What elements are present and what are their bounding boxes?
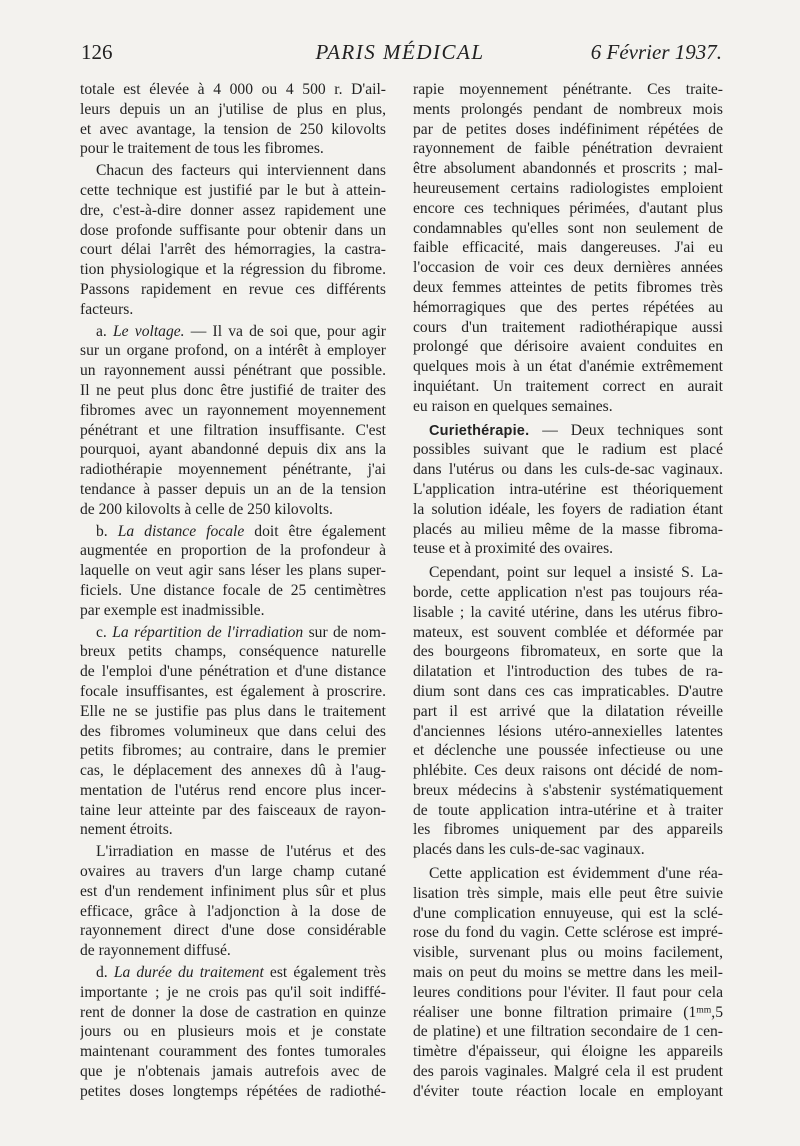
- text-line: focale insuffisantes, est également à proscrire.: [80, 682, 386, 700]
- paragraph: [413, 421, 723, 560]
- text-line: borde, cette application n'est pas toujours réa-: [413, 583, 723, 601]
- text-line: des parois vaginales. Malgré cela il est prudent: [413, 1063, 723, 1081]
- text-line: deux femmes atteintes de petits fibromes très: [413, 278, 723, 296]
- text-line: eu raison en quelques semaines.: [413, 397, 613, 415]
- text-line: mais on peut du moins se mettre dans les meil-: [413, 964, 723, 982]
- text-line: breux petits champs, conséquence naturelle: [80, 643, 386, 661]
- text-segment: a.: [96, 322, 113, 340]
- text-line: efficace, grâce à l'adjonction à la dose de: [80, 902, 386, 920]
- text-line: court délai l'arrêt des hémorragies, la castra-: [80, 241, 386, 259]
- text-line: cette technique est justifié par le but à attein-: [80, 181, 386, 199]
- text-line: de rayonnement diffusé.: [80, 942, 231, 960]
- text-segment: sur de nom-: [303, 623, 386, 641]
- text-line: [413, 421, 723, 441]
- text-line: leurs depuis un an j'utilise de plus en plus,: [80, 100, 386, 118]
- text-line: radiothérapie moyennement pénétrante, j'ai: [80, 461, 386, 479]
- text-line: cas, le déplacement des annexes dû à l'aug-: [80, 762, 386, 780]
- text-line: ments prolongés pendant de nombreux mois: [413, 100, 723, 118]
- text-line: timètre d'épaisseur, qui éloigne les appareils: [413, 1043, 723, 1061]
- text-line: de toute application intra-utérine et à traiter: [413, 801, 723, 819]
- text-line: laquelle on veut agir sans léser les plans super-: [80, 562, 386, 580]
- text-line: prolongé que dérisoire avaient conduites en: [413, 338, 723, 356]
- text-line: maintenant couramment des fontes tumorales: [80, 1043, 386, 1061]
- text-line: placés au milieu même de la masse fibroma-: [413, 520, 723, 538]
- text-line: pourquoi, ayant abandonné depuis dix ans la: [80, 441, 386, 459]
- text-line: sur un organe profond, on a intérêt à employer: [80, 342, 386, 360]
- paragraph: [80, 322, 386, 520]
- text-line: l'occasion de voir ces deux dernières années: [413, 259, 723, 277]
- text-line: et déclenche une poussée infectieuse ou une: [413, 742, 723, 760]
- text-line: rayonnement direct d'une dose considérable: [80, 922, 386, 940]
- text-line: est d'un rendement infiniment plus sûr et plus: [80, 882, 386, 900]
- text-line: la solution idéale, les foyers de radiation étant: [413, 500, 723, 518]
- text-line: d'anciennes lésions utéro-annexielles latentes: [413, 722, 723, 740]
- text-line: L'irradiation en masse de l'utérus et des: [96, 843, 386, 861]
- text-line: par de petites doses indéfiniment répétées de: [413, 120, 723, 138]
- paragraph: [413, 563, 723, 860]
- text-line: Cette application est évidemment d'une réa-: [429, 865, 723, 883]
- text-line: être absolument abandonnés et proscrits ; mal-: [413, 160, 723, 178]
- text-line: Chacun des facteurs qui interviennent dans: [96, 162, 386, 180]
- text-line: ovaires au travers d'un large champ cutané: [80, 863, 386, 881]
- text-line: [80, 522, 386, 542]
- text-line: [80, 963, 386, 983]
- text-segment: d.: [96, 964, 114, 982]
- text-line: fibromes avec un rayonnement moyennement: [80, 401, 386, 419]
- section-label: La durée du traitement: [113, 964, 264, 982]
- text-line: de 200 kilovolts à celle de 250 kilovolts.: [80, 500, 333, 518]
- text-line: faible efficacité, mais dangereuses. J'ai eu: [413, 239, 723, 257]
- text-line: petites doses longtemps répétées de radiothé-: [80, 1082, 386, 1100]
- text-line: lisation très simple, mais elle peut être suivie: [413, 884, 723, 902]
- text-line: mentation de l'utérus rend encore plus incer-: [80, 781, 386, 799]
- paragraph: [80, 161, 386, 319]
- text-line: de platine) et une filtration secondaire de 1 cen-: [413, 1023, 723, 1041]
- text-line: possibles suivant que le radium est placé: [413, 441, 723, 459]
- superscript-unit: mm: [696, 1004, 712, 1016]
- text-line: d'une complication ennuyeuse, qui est la sclé-: [413, 904, 723, 922]
- text-line: nement étroits.: [80, 821, 173, 839]
- text-line: Cependant, point sur lequel a insisté S. La-: [429, 564, 723, 582]
- text-line: un rayonnement aussi pénétrant que possible.: [80, 362, 386, 380]
- text-segment: — Il va de soi que, pour agir: [184, 322, 386, 340]
- text-line: totale est élevée à 4 000 ou 4 500 r. D'ail-: [80, 81, 386, 98]
- text-line: teuse et à proximité des ovaires.: [413, 540, 614, 558]
- section-label: La distance focale: [117, 522, 245, 540]
- text-line: ficiels. Une distance focale de 25 centimètres: [80, 581, 386, 599]
- section-label: La répartition de l'irradiation: [112, 623, 304, 641]
- text-line: rapie moyennement pénétrante. Ces traite-: [413, 81, 723, 98]
- text-line: rent de donner la dose de castration en quinze: [80, 1003, 386, 1021]
- text-line: phlébite. Ces deux raisons ont décidé de nom-: [413, 762, 723, 780]
- text-line: cours d'un traitement radiothérapique aussi: [413, 318, 723, 336]
- right-column: [413, 80, 723, 1102]
- text-segment: c.: [96, 623, 113, 641]
- text-line: taine leur atteinte par des faisceaux de rayon-: [80, 801, 386, 819]
- text-line: inquiétant. Un traitement correct en aurait: [413, 377, 723, 395]
- text-line: placés dans les culs-de-sac vaginaux.: [413, 841, 645, 859]
- text-line: quelques mois à un état d'anémie extrêmement: [413, 358, 723, 376]
- text-segment: ,5: [711, 1003, 723, 1021]
- text-line: et avec avantage, la tension de 250 kilovolts: [80, 120, 386, 138]
- text-line: que je n'obtenais jamais autrefois avec de: [80, 1063, 386, 1081]
- paragraph: [80, 963, 386, 1102]
- paragraph: [80, 522, 386, 621]
- text-line: rayonnement de faible pénétration devraient: [413, 140, 723, 158]
- text-line: breux médecins à s'abstenir systématiquement: [413, 781, 723, 799]
- text-line: tion physiologique et la régression du fibrome.: [80, 261, 386, 279]
- text-line: [80, 623, 386, 643]
- paragraph: [413, 864, 723, 1102]
- text-line: heureusement certains radiologistes emploient: [413, 179, 723, 197]
- text-line: dilatation et l'introduction des tubes de ra-: [413, 663, 723, 681]
- text-line: de l'emploi d'une pénétration et d'une distance: [80, 663, 386, 681]
- text-segment: est également très: [263, 964, 386, 982]
- paragraph: [413, 80, 723, 417]
- text-line: augmentée en proportion de la profondeur à: [80, 542, 386, 560]
- text-line: dose profonde suffisante pour obtenir dans un: [80, 221, 386, 239]
- text-line: Il ne peut plus donc être justifié de traiter des: [80, 381, 386, 399]
- journal-title: PARIS MÉDICAL: [315, 40, 485, 64]
- text-line: rose du fond du vagin. Cette sclérose est impré-: [413, 924, 723, 942]
- page-number: 126: [81, 40, 113, 64]
- text-line: encore ces techniques périmées, d'autant plus: [413, 199, 723, 217]
- text-line: les fibromes uniquement par des appareils: [413, 821, 723, 839]
- text-segment: doit être également: [244, 522, 386, 540]
- text-line: part il est arrivé que la dilatation réveille: [413, 702, 723, 720]
- text-line: dre, c'est-à-dire donner assez rapidement une: [80, 201, 386, 219]
- text-line: [413, 1003, 723, 1023]
- text-line: mateux, est souvent comblée et déformée par: [413, 623, 723, 641]
- paragraph: [80, 842, 386, 961]
- issue-date: 6 Février 1937.: [590, 40, 722, 64]
- text-line: Passons rapidement en revue ces différents: [80, 280, 386, 298]
- text-line: pour le traitement de tous les fibromes.: [80, 140, 324, 158]
- paragraph: [80, 80, 386, 159]
- text-line: lisable ; la cavité utérine, dans les utérus fibro-: [413, 603, 723, 621]
- text-line: tendance à passer depuis un an de la tension: [80, 480, 386, 498]
- text-line: petits fibromes; au contraire, dans le premier: [80, 742, 386, 760]
- text-segment: b.: [96, 522, 118, 540]
- section-heading: Curiethérapie.: [429, 422, 530, 439]
- text-line: leures conditions pour l'éviter. Il faut pour cela: [413, 983, 723, 1001]
- text-line: [80, 322, 386, 342]
- text-line: visible, survenant plus ou moins facilement,: [413, 944, 723, 962]
- text-line: par exemple est inadmissible.: [80, 601, 265, 619]
- text-line: dium sont dans ces cas impraticables. D'autre: [413, 682, 723, 700]
- text-line: Elle ne se justifie pas plus dans le traitement: [80, 702, 386, 720]
- text-line: des bourgeons fibromateux, en sorte que la: [413, 643, 723, 661]
- section-label: Le voltage.: [113, 322, 185, 340]
- text-line: d'éviter toute réaction locale en employant: [413, 1082, 723, 1100]
- text-line: facteurs.: [80, 300, 134, 318]
- text-line: dans l'utérus ou dans les culs-de-sac vaginaux.: [413, 461, 723, 479]
- text-line: condamnables qu'elles sont non seulement de: [413, 219, 723, 237]
- text-line: jours ou en plusieurs mois et je constate: [80, 1023, 386, 1041]
- text-segment: — Deux techniques sont: [529, 421, 723, 439]
- text-line: L'application intra-utérine est théoriquement: [413, 480, 723, 498]
- text-line: pénétrant et une filtration insuffisante. C'est: [80, 421, 386, 439]
- text-segment: réaliser une bonne filtration primaire (1: [413, 1003, 697, 1021]
- text-line: hémorragiques que des pertes répétées au: [413, 298, 723, 316]
- text-line: des fibromes volumineux que dans celui des: [80, 722, 386, 740]
- text-line: importante ; je ne crois pas qu'il soit indiffé-: [80, 983, 386, 1001]
- left-column: [80, 80, 386, 1102]
- paragraph: [80, 623, 386, 841]
